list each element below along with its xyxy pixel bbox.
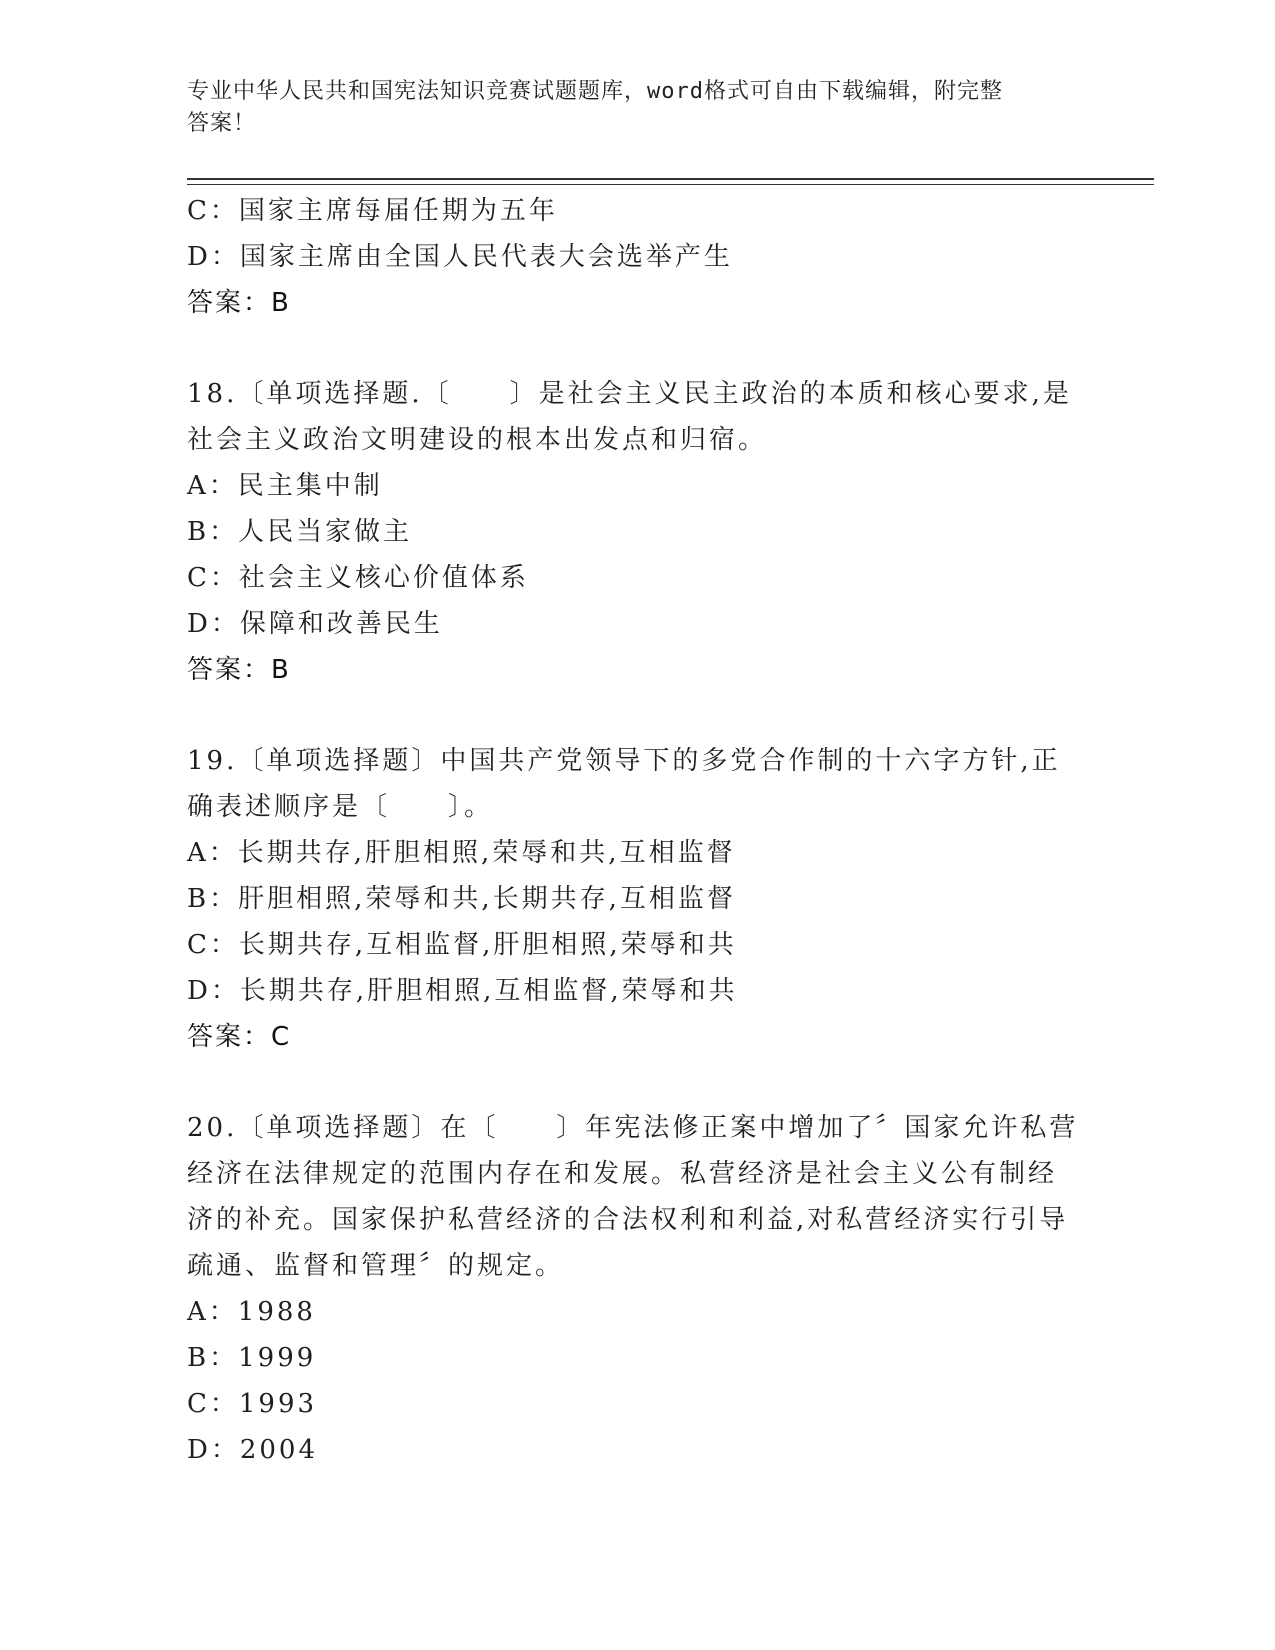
option-a: A：民主集中制 [187,471,383,501]
option-d: D：长期共存,肝胆相照,互相监督,荣辱和共 [187,976,738,1006]
option-d: D：国家主席由全国人民代表大会选举产生 [187,242,733,272]
question-stem-line: 经济在法律规定的范围内存在和发展。私营经济是社会主义公有制经 [187,1159,1058,1189]
spacer [187,326,1087,371]
question-stem-line: 19.〔单项选择题〕中国共产党领导下的多党合作制的十六字方针,正 [187,746,1061,776]
option-c: C：1993 [187,1389,318,1419]
question-stem-line: 济的补充。国家保护私营经济的合法权利和利益,对私营经济实行引导 [187,1205,1069,1235]
option-d: D：保障和改善民生 [187,609,443,639]
page-content [187,188,1087,1473]
question-18 [187,371,1087,693]
option-a: A：1988 [187,1297,316,1327]
question-stem-line: 18.〔单项选择题.〔 〕是社会主义民主政治的本质和核心要求,是 [187,379,1072,409]
page-header [187,76,1067,140]
spacer [187,693,1087,738]
header-line-1: 专业中华人民共和国宪法知识竞赛试题题库，word格式可自由下载编辑，附完整 [187,79,1003,104]
option-b: B：1999 [187,1343,317,1373]
question-17-continued [187,188,1087,326]
option-d: D：2004 [187,1435,319,1465]
option-b: B：肝胆相照,荣辱和共,长期共存,互相监督 [187,884,736,914]
option-c: C：长期共存,互相监督,肝胆相照,荣辱和共 [187,930,737,960]
option-a: A：长期共存,肝胆相照,荣辱和共,互相监督 [187,838,736,868]
question-20 [187,1105,1087,1473]
answer-label: 答案：B [187,655,291,685]
option-b: B：人民当家做主 [187,517,413,547]
question-stem-line: 确表述顺序是〔 〕。 [187,792,494,822]
option-c: C：国家主席每届任期为五年 [187,196,558,226]
question-19 [187,738,1087,1060]
question-stem-line: 疏通、监督和管理〞的规定。 [187,1251,565,1281]
answer-label: 答案：B [187,288,291,318]
spacer [187,1060,1087,1105]
header-divider-thin [187,184,1154,185]
question-stem-line: 20.〔单项选择题〕在〔 〕年宪法修正案中增加了〞国家允许私营 [187,1113,1079,1143]
header-line-2: 答案！ [187,111,257,136]
question-stem-line: 社会主义政治文明建设的根本出发点和归宿。 [187,425,768,455]
header-divider-thick [187,178,1154,180]
answer-label: 答案：C [187,1022,292,1052]
option-c: C：社会主义核心价值体系 [187,563,529,593]
